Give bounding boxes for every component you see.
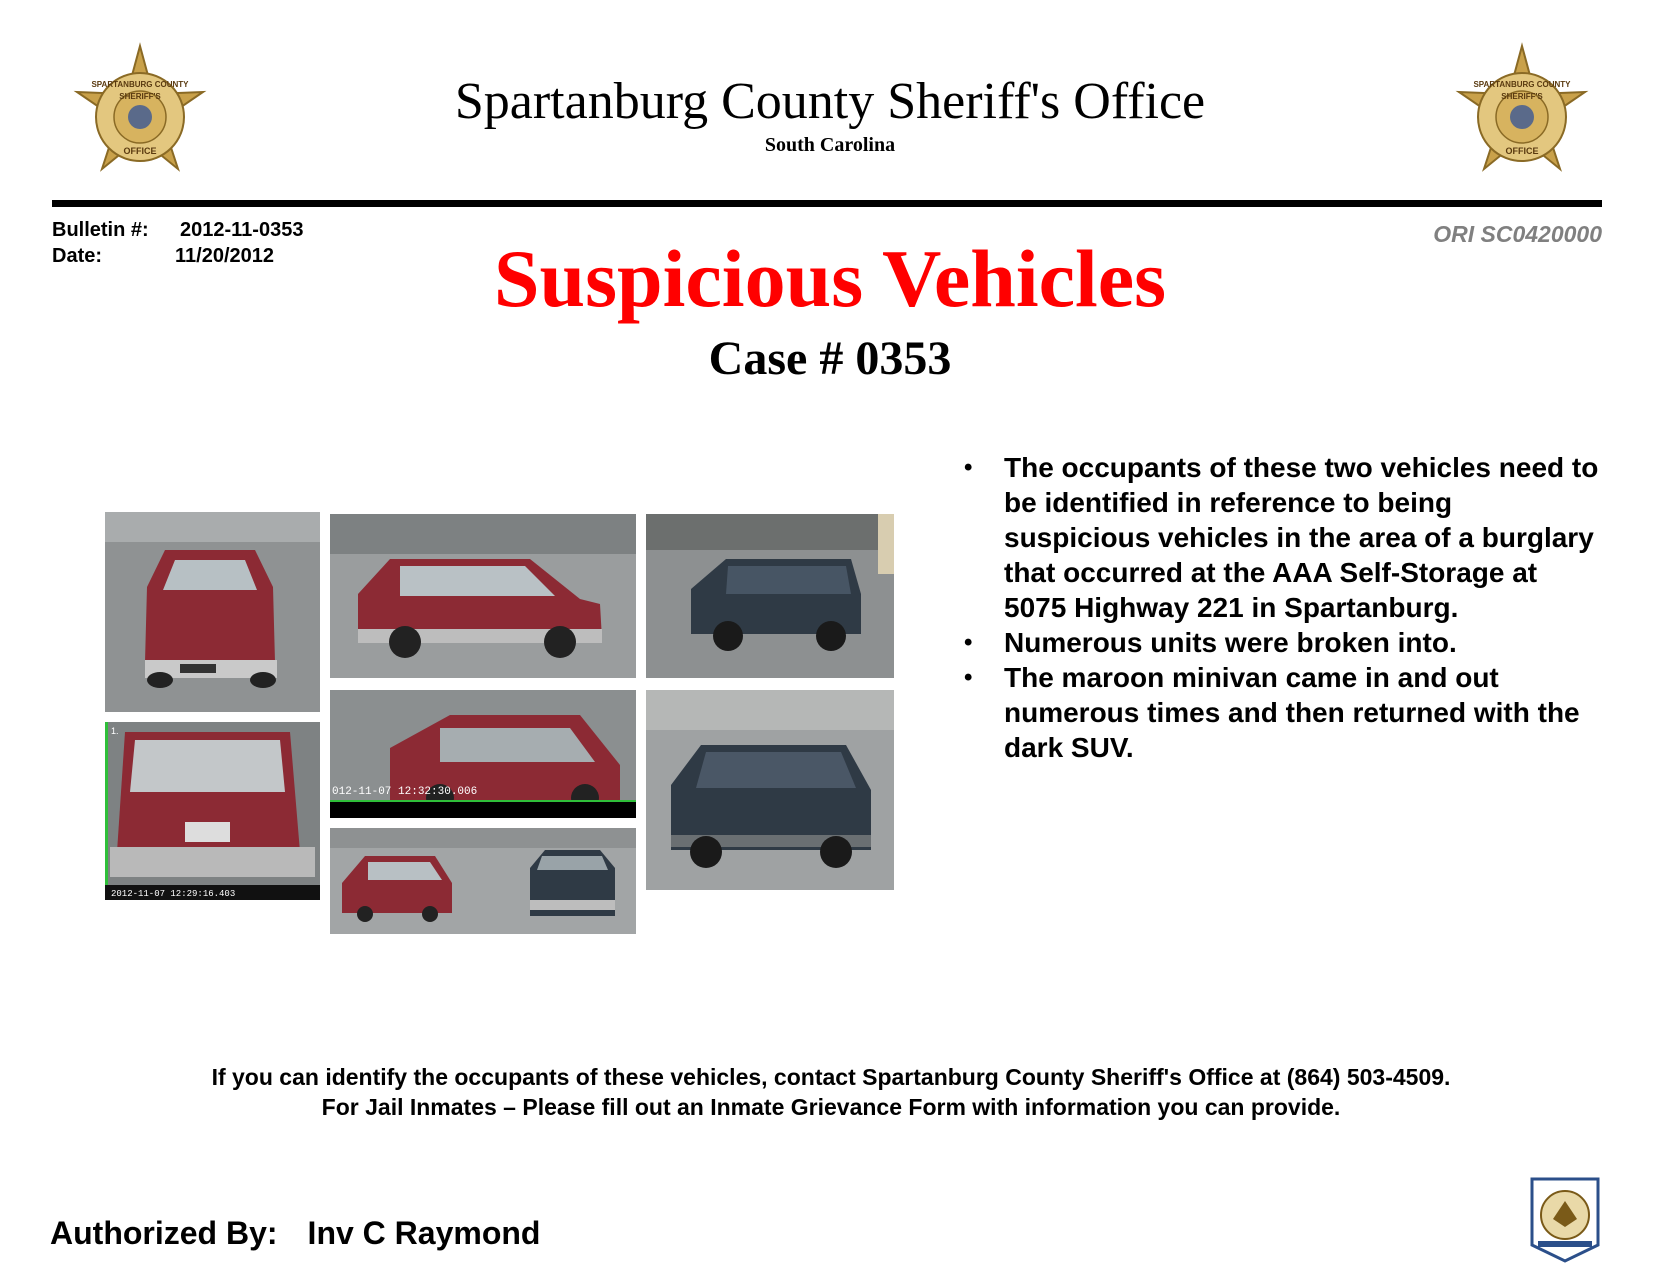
details-list	[964, 450, 1604, 765]
bulletin-number-label: Bulletin #:	[52, 219, 149, 241]
svg-text:SPARTANBURG COUNTY: SPARTANBURG COUNTY	[1473, 80, 1571, 89]
detail-item: • Numerous units were broken into.	[964, 625, 1604, 660]
photo-minivan-rear	[105, 722, 320, 900]
photo-both-vehicles	[330, 828, 636, 934]
sheriff-badge-right	[1447, 42, 1597, 192]
svg-text:OFFICE: OFFICE	[123, 146, 157, 156]
header-divider	[52, 200, 1602, 207]
inmate-instructions: For Jail Inmates – Please fill out an Inmate Grievance Form with information you can provide.	[321, 1094, 1341, 1120]
photo-minivan-side	[330, 514, 636, 678]
svg-text:OFFICE: OFFICE	[1505, 146, 1539, 156]
photo-minivan-overhead	[330, 690, 636, 818]
authorized-label: Authorized By:	[50, 1215, 278, 1251]
sheriff-badge-left	[65, 42, 215, 192]
detail-item: • The maroon minivan came in and out numerous times and then returned with the dark SUV.	[964, 660, 1604, 765]
svg-text:2012-11-07 12:29:16.403: 2012-11-07 12:29:16.403	[111, 889, 236, 899]
svg-text:012-11-07 12:32:30.006: 012-11-07 12:32:30.006	[332, 786, 478, 798]
svg-text:SHERIFF'S: SHERIFF'S	[1501, 92, 1543, 101]
authorized-name: Inv C Raymond	[307, 1215, 541, 1251]
ori-number: ORI SC0420000	[1433, 221, 1602, 247]
agency-state: South Carolina	[764, 134, 896, 156]
photo-minivan-front	[105, 512, 320, 712]
contact-instructions: If you can identify the occupants of these vehicles, contact Spartanburg County Sheriff's Office at (864) 503-4509.	[211, 1064, 1451, 1090]
accreditation-seal-icon	[1526, 1175, 1604, 1265]
photo-suv-side	[646, 514, 894, 678]
photo-suv-quarter	[646, 690, 894, 890]
svg-text:1.: 1.	[111, 726, 119, 736]
authorized-by	[50, 1215, 540, 1252]
bulletin-number: 2012-11-0353	[180, 219, 304, 241]
bulletin-headline: Suspicious Vehicles	[493, 233, 1167, 324]
svg-text:SHERIFF'S: SHERIFF'S	[119, 92, 161, 101]
bulletin-date-label: Date:	[52, 245, 103, 267]
bulletin-date: 11/20/2012	[175, 245, 274, 267]
agency-title: Spartanburg County Sheriff's Office	[454, 73, 1206, 130]
detail-item: • The occupants of these two vehicles need to be identified in reference to being suspicious vehicles in the area of a burglary that occurred at the AAA Self-Storage at 5075 Highway 221 in Spartanburg.	[964, 450, 1604, 625]
svg-text:SPARTANBURG COUNTY: SPARTANBURG COUNTY	[91, 80, 189, 89]
case-number: Case # 0353	[708, 332, 952, 385]
